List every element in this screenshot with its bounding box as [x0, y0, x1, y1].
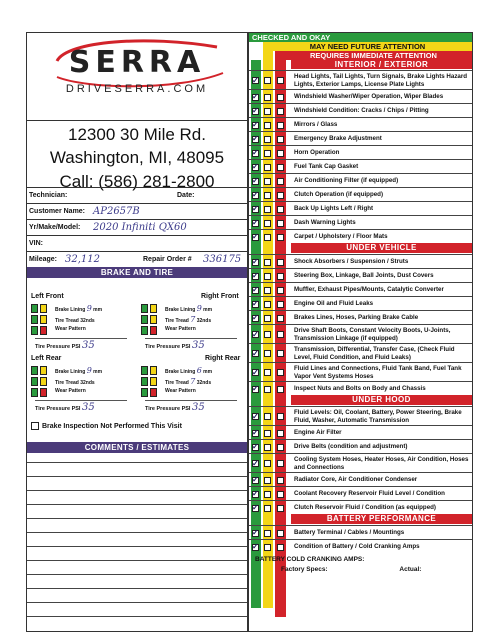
status-lights-left-front [31, 304, 51, 338]
check-mark-icon: ✓ [252, 218, 259, 227]
future-attention-checkbox[interactable] [264, 315, 271, 322]
comment-line[interactable] [27, 532, 247, 533]
inspection-item-label: Mirrors / Glass [294, 121, 338, 128]
check-mark-icon: ✓ [252, 204, 259, 213]
inspection-item-row [249, 215, 472, 229]
inspection-item-row [249, 310, 472, 324]
future-attention-checkbox[interactable] [264, 350, 271, 357]
phone-number: Call: (586) 281-2800 [59, 172, 215, 191]
future-attention-checkbox[interactable] [264, 460, 271, 467]
immediate-attention-checkbox[interactable] [277, 301, 284, 308]
immediate-attention-checkbox[interactable] [277, 350, 284, 357]
customer-label: Customer Name: [29, 208, 86, 215]
inspection-item-label: Clutch Reservoir Fluid / Condition (as equipped) [294, 504, 436, 511]
section-header: UNDER HOOD [291, 395, 472, 405]
future-attention-checkbox[interactable] [264, 150, 271, 157]
immediate-attention-checkbox[interactable] [277, 287, 284, 294]
repair-order-label: Repair Order # [143, 256, 192, 263]
inspection-item-label: Coolant Recovery Reservoir Fluid Level / Condition [294, 490, 445, 497]
future-attention-checkbox[interactable] [264, 234, 271, 241]
immediate-attention-checkbox[interactable] [277, 331, 284, 338]
future-attention-checkbox[interactable] [264, 530, 271, 537]
inspection-item-label: Dash Warning Lights [294, 219, 356, 226]
inspection-item-label: Transmission, Differential, Transfer Case, (Check Fluid Level, Fluid Condition, and Fluid Leaks) [294, 346, 455, 361]
brake-inspection-label: Brake Inspection Not Performed This Visit [42, 422, 182, 430]
lr-psi-line: Tire Pressure PSI 35 [35, 400, 127, 413]
lf-tread-line: Tire Tread 32nds [55, 318, 95, 324]
immediate-attention-checkbox[interactable] [277, 206, 284, 213]
cca-label: BATTERY COLD CRANKING AMPS: [255, 556, 365, 563]
check-mark-icon: ✓ [252, 190, 259, 199]
inspection-item-label: Clutch Operation (if equipped) [294, 191, 384, 198]
inspection-item-row [249, 70, 472, 89]
section-header: UNDER VEHICLE [291, 243, 472, 253]
check-mark-icon: ✓ [252, 329, 259, 339]
inspection-item-row [249, 229, 472, 243]
immediate-attention-checkbox[interactable] [277, 192, 284, 199]
future-attention-checkbox[interactable] [264, 369, 271, 376]
comment-line[interactable] [27, 462, 247, 463]
logo-name: SERRA [68, 45, 206, 80]
inspection-item-row [249, 539, 472, 553]
inspection-item-label: Condition of Battery / Cold Cranking Amps [294, 543, 420, 550]
check-mark-icon: ✓ [252, 348, 259, 358]
inspection-item-row [249, 486, 472, 500]
inspection-item-label: Drive Shaft Boots, Constant Velocity Boots, U-Joints, Transmission Linkage (if equipped) [294, 327, 451, 342]
future-attention-checkbox[interactable] [264, 273, 271, 280]
immediate-attention-checkbox[interactable] [277, 544, 284, 551]
inspection-item-row [249, 525, 472, 539]
comment-line[interactable] [27, 602, 247, 603]
rr-lining-line: Brake Lining 6 mm [165, 366, 213, 375]
rr-tread-line: Tire Tread 7 32nds [165, 377, 212, 386]
mileage-label: Mileage: [29, 256, 58, 263]
future-attention-checkbox[interactable] [264, 287, 271, 294]
future-attention-checkbox[interactable] [264, 136, 271, 143]
comment-line[interactable] [27, 490, 247, 491]
left-rear-label: Left Rear [31, 355, 62, 362]
rr-wear-line: Wear Pattern [165, 388, 196, 394]
vin-row [27, 235, 247, 251]
inspection-item-row [249, 254, 472, 268]
inspection-item-row [249, 89, 472, 103]
future-attention-checkbox[interactable] [264, 206, 271, 213]
brake-inspection-checkbox-row[interactable] [31, 422, 182, 430]
inspection-item-label: Drive Belts (condition and adjustment) [294, 443, 408, 450]
check-mark-icon: ✓ [252, 542, 259, 551]
left-front-label: Left Front [31, 293, 64, 300]
comment-line[interactable] [27, 476, 247, 477]
check-mark-icon: ✓ [252, 162, 259, 171]
inspection-item-label: Back Up Lights Left / Right [294, 205, 374, 212]
inspection-item-label: Head Lights, Tail Lights, Turn Signals, Brake Lights Hazard Lights, Exterior Lamps, License Plate Lights [294, 73, 468, 88]
inspection-item-row [249, 117, 472, 131]
inspection-item-row [249, 425, 472, 439]
check-mark-icon: ✓ [252, 299, 259, 308]
inspection-item-row [249, 453, 472, 472]
immediate-attention-checkbox[interactable] [277, 94, 284, 101]
lr-tread-line: Tire Tread 32nds [55, 380, 95, 386]
inspection-item-label: Steering Box, Linkage, Ball Joints, Dust Covers [294, 272, 434, 279]
immediate-attention-checkbox[interactable] [277, 369, 284, 376]
address-line-2: Washington, MI, 48095 [49, 148, 225, 167]
inspection-item-label: Air Conditioning Filter (if equipped) [294, 177, 399, 184]
status-lights-right-front [141, 304, 161, 338]
immediate-attention-checkbox[interactable] [277, 386, 284, 393]
inspection-item-label: Fuel Tank Cap Gasket [294, 163, 359, 170]
inspection-item-row [249, 159, 472, 173]
future-attention-checkbox[interactable] [264, 122, 271, 129]
check-mark-icon: ✓ [252, 442, 259, 451]
check-mark-icon: ✓ [252, 148, 259, 157]
section-header: INTERIOR / EXTERIOR [291, 60, 472, 69]
inspection-item-label: Cooling System Hoses, Heater Hoses, Air Condition, Hoses and Connections [294, 456, 469, 471]
inspection-item-label: Fluid Levels: Oil, Coolant, Battery, Power Steering, Brake Fluid, Washer, Automatic Transmission [294, 409, 462, 424]
check-mark-icon: ✓ [252, 257, 259, 266]
logo-box [27, 33, 247, 121]
tire-block-left-front [31, 304, 131, 351]
inspection-item-row [249, 381, 472, 395]
immediate-attention-checkbox[interactable] [277, 413, 284, 420]
date-label: Date: [177, 192, 195, 199]
technician-label: Technician: [29, 192, 68, 199]
right-front-label: Right Front [201, 293, 239, 300]
check-mark-icon: ✓ [252, 384, 259, 393]
future-attention-checkbox[interactable] [264, 77, 271, 84]
check-mark-icon: ✓ [252, 411, 259, 421]
right-column [248, 32, 473, 632]
inspection-item-row [249, 500, 472, 514]
inspection-item-label: Battery Terminal / Cables / Mountings [294, 529, 405, 536]
immediate-attention-checkbox[interactable] [277, 220, 284, 227]
inspection-item-label: Fluid Lines and Connections, Fluid Tank Band, Fuel Tank Vapor Vent Systems Hoses [294, 365, 462, 380]
brake-inspection-checkbox[interactable] [31, 422, 39, 430]
future-attention-checkbox[interactable] [264, 477, 271, 484]
inspection-item-row [249, 406, 472, 425]
inspection-item-label: Windshield Washer/Wiper Operation, Wiper Blades [294, 93, 444, 100]
comment-line[interactable] [27, 504, 247, 505]
future-attention-checkbox[interactable] [264, 386, 271, 393]
immediate-attention-checkbox[interactable] [277, 136, 284, 143]
future-attention-checkbox[interactable] [264, 192, 271, 199]
tire-block-left-rear [31, 366, 131, 413]
section-header: BATTERY PERFORMANCE [291, 514, 472, 524]
technician-row [27, 187, 247, 203]
future-attention-checkbox[interactable] [264, 331, 271, 338]
ymm-row [27, 219, 247, 235]
cca-specs-row [255, 566, 470, 573]
immediate-attention-checkbox[interactable] [277, 234, 284, 241]
immediate-attention-checkbox[interactable] [277, 77, 284, 84]
check-mark-icon: ✓ [252, 475, 259, 484]
future-attention-checkbox[interactable] [264, 220, 271, 227]
comment-line[interactable] [27, 616, 247, 617]
brake-tire-header: BRAKE AND TIRE [27, 267, 247, 278]
check-mark-icon: ✓ [252, 428, 259, 437]
ymm-label: Yr/Make/Model: [29, 224, 81, 231]
lr-lining-line: Brake Lining 9 mm [55, 366, 103, 375]
inspection-item-label: Inspect Nuts and Bolts on Body and Chassis [294, 385, 426, 392]
comment-line[interactable] [27, 588, 247, 589]
immediate-attention-checkbox[interactable] [277, 259, 284, 266]
tire-block-right-front [141, 304, 241, 351]
inspection-item-row [249, 187, 472, 201]
lf-psi-line: Tire Pressure PSI 35 [35, 338, 127, 351]
inspection-item-row [249, 103, 472, 117]
rf-psi-line: Tire Pressure PSI 35 [145, 338, 237, 351]
future-attention-checkbox[interactable] [264, 413, 271, 420]
future-attention-checkbox[interactable] [264, 491, 271, 498]
inspection-item-row [249, 362, 472, 381]
immediate-attention-checkbox[interactable] [277, 108, 284, 115]
inspection-item-label: Shock Absorbers / Suspension / Struts [294, 258, 409, 265]
future-attention-checkbox[interactable] [264, 430, 271, 437]
check-mark-icon: ✓ [252, 106, 259, 115]
future-attention-checkbox[interactable] [264, 178, 271, 185]
immediate-attention-checkbox[interactable] [277, 315, 284, 322]
inspection-item-row [249, 268, 472, 282]
immediate-attention-checkbox[interactable] [277, 505, 284, 512]
future-attention-header: MAY NEED FUTURE ATTENTION [263, 42, 472, 51]
future-attention-checkbox[interactable] [264, 444, 271, 451]
comment-line[interactable] [27, 518, 247, 519]
inspection-item-label: Muffler, Exhaust Pipes/Mounts, Catalytic Converter [294, 286, 444, 293]
future-attention-checkbox[interactable] [264, 164, 271, 171]
future-attention-checkbox[interactable] [264, 544, 271, 551]
inspection-item-row [249, 173, 472, 187]
inspection-item-label: Radiator Core, Air Conditioner Condenser [294, 476, 418, 483]
immediate-attention-checkbox[interactable] [277, 444, 284, 451]
inspection-item-row [249, 296, 472, 310]
inspection-item-row [249, 201, 472, 215]
inspection-item-label: Engine Air Filter [294, 429, 342, 436]
immediate-attention-header: REQUIRES IMMEDIATE ATTENTION [275, 51, 472, 60]
rf-lining-line: Brake Lining 9 mm [165, 304, 213, 313]
immediate-attention-checkbox[interactable] [277, 178, 284, 185]
customer-value: AP2657B [93, 206, 140, 217]
comments-header: COMMENTS / ESTIMATES [27, 442, 247, 453]
left-column [26, 32, 248, 632]
checked-okay-header: CHECKED AND OKAY [249, 33, 472, 42]
inspection-item-label: Carpet / Upholstery / Floor Mats [294, 233, 388, 240]
inspection-item-label: Engine Oil and Fluid Leaks [294, 300, 374, 307]
check-mark-icon: ✓ [252, 75, 259, 85]
battery-cca-block [255, 556, 470, 573]
check-mark-icon: ✓ [252, 313, 259, 322]
future-attention-checkbox[interactable] [264, 259, 271, 266]
rf-tread-line: Tire Tread 7 32nds [165, 315, 212, 324]
immediate-attention-checkbox[interactable] [277, 150, 284, 157]
inspection-item-label: Windshield Condition: Cracks / Chips / Pitting [294, 107, 429, 114]
comment-line[interactable] [27, 560, 247, 561]
comment-line[interactable] [27, 546, 247, 547]
mileage-value: 32,112 [65, 254, 100, 265]
vin-label: VIN: [29, 240, 43, 247]
inspection-item-row [249, 472, 472, 486]
immediate-attention-checkbox[interactable] [277, 122, 284, 129]
check-mark-icon: ✓ [252, 232, 259, 241]
check-mark-icon: ✓ [252, 367, 259, 377]
inspection-item-label: Horn Operation [294, 149, 340, 156]
actual-label: Actual: [399, 566, 422, 573]
check-mark-icon: ✓ [252, 120, 259, 129]
check-mark-icon: ✓ [252, 489, 259, 498]
tire-block-right-rear [141, 366, 241, 413]
inspection-item-row [249, 324, 472, 343]
future-attention-checkbox[interactable] [264, 108, 271, 115]
lf-lining-line: Brake Lining 9 mm [55, 304, 103, 313]
inspection-item-row [249, 131, 472, 145]
check-mark-icon: ✓ [252, 285, 259, 294]
inspection-item-row [249, 343, 472, 362]
immediate-attention-checkbox[interactable] [277, 430, 284, 437]
status-lights-left-rear [31, 366, 51, 400]
check-mark-icon: ✓ [252, 528, 259, 537]
mileage-row [27, 251, 247, 267]
inspection-item-row [249, 439, 472, 453]
inspection-item-label: Brakes Lines, Hoses, Parking Brake Cable [294, 314, 419, 321]
ymm-value: 2020 Infiniti QX60 [93, 222, 187, 233]
check-mark-icon: ✓ [252, 176, 259, 185]
address-line-1: 12300 30 Mile Rd. [68, 125, 206, 144]
lf-wear-line: Wear Pattern [55, 326, 86, 332]
inspection-item-row [249, 282, 472, 296]
inspection-item-label: Emergency Brake Adjustment [294, 135, 382, 142]
check-mark-icon: ✓ [252, 271, 259, 280]
immediate-attention-checkbox[interactable] [277, 530, 284, 537]
rr-psi-line: Tire Pressure PSI 35 [145, 400, 237, 413]
inspection-item-row [249, 145, 472, 159]
future-attention-checkbox[interactable] [264, 301, 271, 308]
check-mark-icon: ✓ [252, 503, 259, 512]
comment-line[interactable] [27, 574, 247, 575]
immediate-attention-checkbox[interactable] [277, 164, 284, 171]
check-mark-icon: ✓ [252, 92, 259, 101]
rf-wear-line: Wear Pattern [165, 326, 196, 332]
customer-row [27, 203, 247, 219]
lr-wear-line: Wear Pattern [55, 388, 86, 394]
status-lights-right-rear [141, 366, 161, 400]
check-mark-icon: ✓ [252, 134, 259, 143]
immediate-attention-checkbox[interactable] [277, 273, 284, 280]
factory-specs-label: Factory Specs: [281, 566, 328, 573]
future-attention-checkbox[interactable] [264, 94, 271, 101]
immediate-attention-checkbox[interactable] [277, 491, 284, 498]
immediate-attention-checkbox[interactable] [277, 460, 284, 467]
repair-order-value: 336175 [203, 254, 242, 265]
check-mark-icon: ✓ [252, 458, 259, 468]
future-attention-checkbox[interactable] [264, 505, 271, 512]
logo-website: DRIVESERRA.COM [65, 83, 209, 95]
right-rear-label: Right Rear [205, 355, 241, 362]
immediate-attention-checkbox[interactable] [277, 477, 284, 484]
